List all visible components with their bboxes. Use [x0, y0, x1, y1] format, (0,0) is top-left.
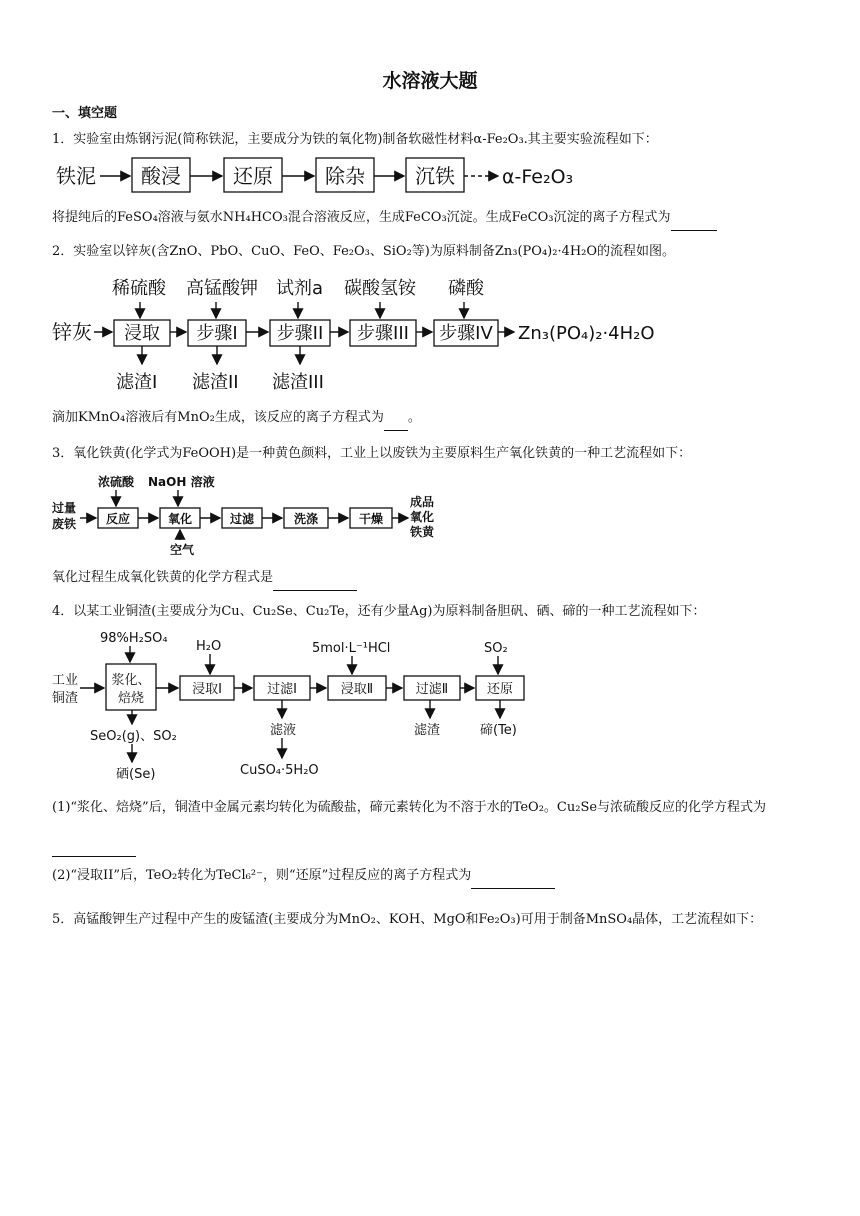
q4-step: 过滤Ⅱ: [415, 682, 449, 697]
q2-flowchart: [50, 272, 690, 398]
q2-step: 步骤III: [357, 323, 409, 344]
q2-residue: 滤渣I: [116, 372, 158, 393]
q4-reagent: 98%H₂SO₄: [100, 631, 168, 646]
q3-air: 空气: [170, 543, 195, 557]
q2-product: Zn₃(PO₄)₂·4H₂O: [518, 323, 655, 344]
q2-residue: 滤渣II: [192, 372, 239, 393]
q3-start: 废铁: [52, 517, 77, 531]
q1-start: 铁泥: [56, 164, 96, 188]
q1-step: 沉铁: [415, 164, 455, 188]
q3-flowchart: [50, 470, 450, 560]
answer-blank[interactable]: [273, 566, 357, 591]
q3-step: 干燥: [358, 512, 384, 526]
q4-start: 工业: [52, 673, 79, 688]
answer-blank[interactable]: [52, 824, 136, 857]
q3-product: 铁黄: [410, 525, 435, 539]
q4-gas: SeO₂(g)、SO₂: [90, 729, 177, 744]
q3-question: 氧化过程生成氧化铁黄的化学方程式是: [52, 566, 812, 591]
q2-residue: 滤渣III: [272, 372, 324, 393]
q3-product: 成品: [410, 495, 435, 509]
q2-question: 滴加KMnO₄溶液后有MnO₂生成，该反应的离子方程式为 。: [52, 406, 812, 431]
q4-reagent: H₂O: [196, 639, 222, 654]
q2-reagent: 高锰酸钾: [186, 278, 258, 299]
q3-step: 过滤: [229, 512, 255, 526]
q4-step: 浸取Ⅱ: [340, 682, 374, 697]
q1-flowchart: [50, 154, 590, 198]
q4-stem: 4．以某工业铜渣(主要成分为Cu、Cu₂Se、Cu₂Te，还有少量Ag)为原料制备胆矾、硒、碲的一种工艺流程如下：: [52, 604, 706, 619]
q1-step: 酸浸: [141, 164, 181, 188]
q4-box1: 浆化、: [111, 673, 151, 688]
q3-product: 氧化: [410, 510, 435, 524]
q2-reagent: 试剂a: [276, 278, 324, 299]
page-title: 水溶液大题: [382, 70, 478, 92]
q3-reagent: 浓硫酸: [98, 475, 135, 489]
q3-step: 洗涤: [293, 512, 319, 526]
q2-step: 步骤II: [276, 323, 324, 344]
q4-step: 过滤I: [267, 682, 297, 697]
q1-step: 还原: [233, 164, 273, 188]
q4-box1: 焙烧: [117, 691, 145, 706]
q4-start: 铜渣: [52, 691, 79, 706]
q2-reagent: 稀硫酸: [112, 278, 166, 299]
q5-stem: 5．高锰酸钾生产过程中产生的废锰渣(主要成分为MnO₂、KOH、MgO和Fe₂O₃)可用于制备MnSO₄晶体，工艺流程如下：: [52, 912, 763, 927]
q4-cuso4: CuSO₄·5H₂O: [240, 763, 319, 778]
q2-reagent: 碳酸氢铵: [344, 278, 416, 299]
q2-step: 步骤I: [196, 323, 238, 344]
q4-step: 还原: [486, 682, 514, 697]
q1-step: 除杂: [325, 164, 365, 188]
answer-blank[interactable]: [471, 864, 555, 889]
q1-stem: 1．实验室由炼钢污泥(简称铁泥，主要成分为铁的氧化物)制备软磁性材料α-Fe₂O₃.其主要实验流程如下：: [52, 132, 658, 147]
q4-step: 浸取I: [192, 682, 222, 697]
q4-sub2: (2)“浸取II”后，TeO₂转化为TeCl₆²⁻，则“还原”过程反应的离子方程式为: [52, 864, 812, 889]
q4-reagent: 5mol·L⁻¹HCl: [312, 641, 391, 656]
q4-residue: 滤渣: [414, 723, 441, 738]
q3-step: 氧化: [167, 512, 193, 526]
q3-reagent: NaOH 溶液: [148, 475, 215, 489]
q2-stem: 2．实验室以锌灰(含ZnO、PbO、CuO、FeO、Fe₂O₃、SiO₂等)为原料制备Zn₃(PO₄)₂·4H₂O的流程如图。: [52, 244, 676, 259]
q3-start: 过量: [52, 501, 77, 515]
q2-reagent: 磷酸: [448, 278, 484, 299]
q4-se: 硒(Se): [116, 767, 156, 782]
section-heading: 一、填空题: [52, 106, 118, 121]
q4-reagent: SO₂: [484, 641, 508, 656]
q2-step: 浸取: [124, 323, 160, 344]
q4-te: 碲(Te): [480, 723, 517, 738]
q1-product: α-Fe₂O₃: [502, 166, 574, 188]
q3-stem: 3．氧化铁黄(化学式为FeOOH)是一种黄色颜料，工业上以废铁为主要原料生产氧化铁黄的一种工艺流程如下：: [52, 446, 692, 461]
q4-flowchart: [50, 628, 550, 784]
q3-step: 反应: [105, 512, 131, 526]
q4-sub1: (1)“浆化、焙烧”后，铜渣中金属元素均转化为硫酸盐，碲元素转化为不溶于水的TeO₂。Cu₂Se与浓硫酸反应的化学方程式为: [52, 792, 812, 857]
answer-blank[interactable]: [671, 206, 717, 231]
q1-question: 将提纯后的FeSO₄溶液与氨水NH₄HCO₃混合溶液反应，生成FeCO₃沉淀。生成FeCO₃沉淀的离子方程式为: [52, 206, 812, 231]
q2-step: 步骤IV: [439, 323, 493, 344]
q2-start: 锌灰: [52, 320, 92, 344]
q4-filtrate: 滤液: [270, 723, 297, 738]
answer-blank[interactable]: [384, 406, 408, 431]
